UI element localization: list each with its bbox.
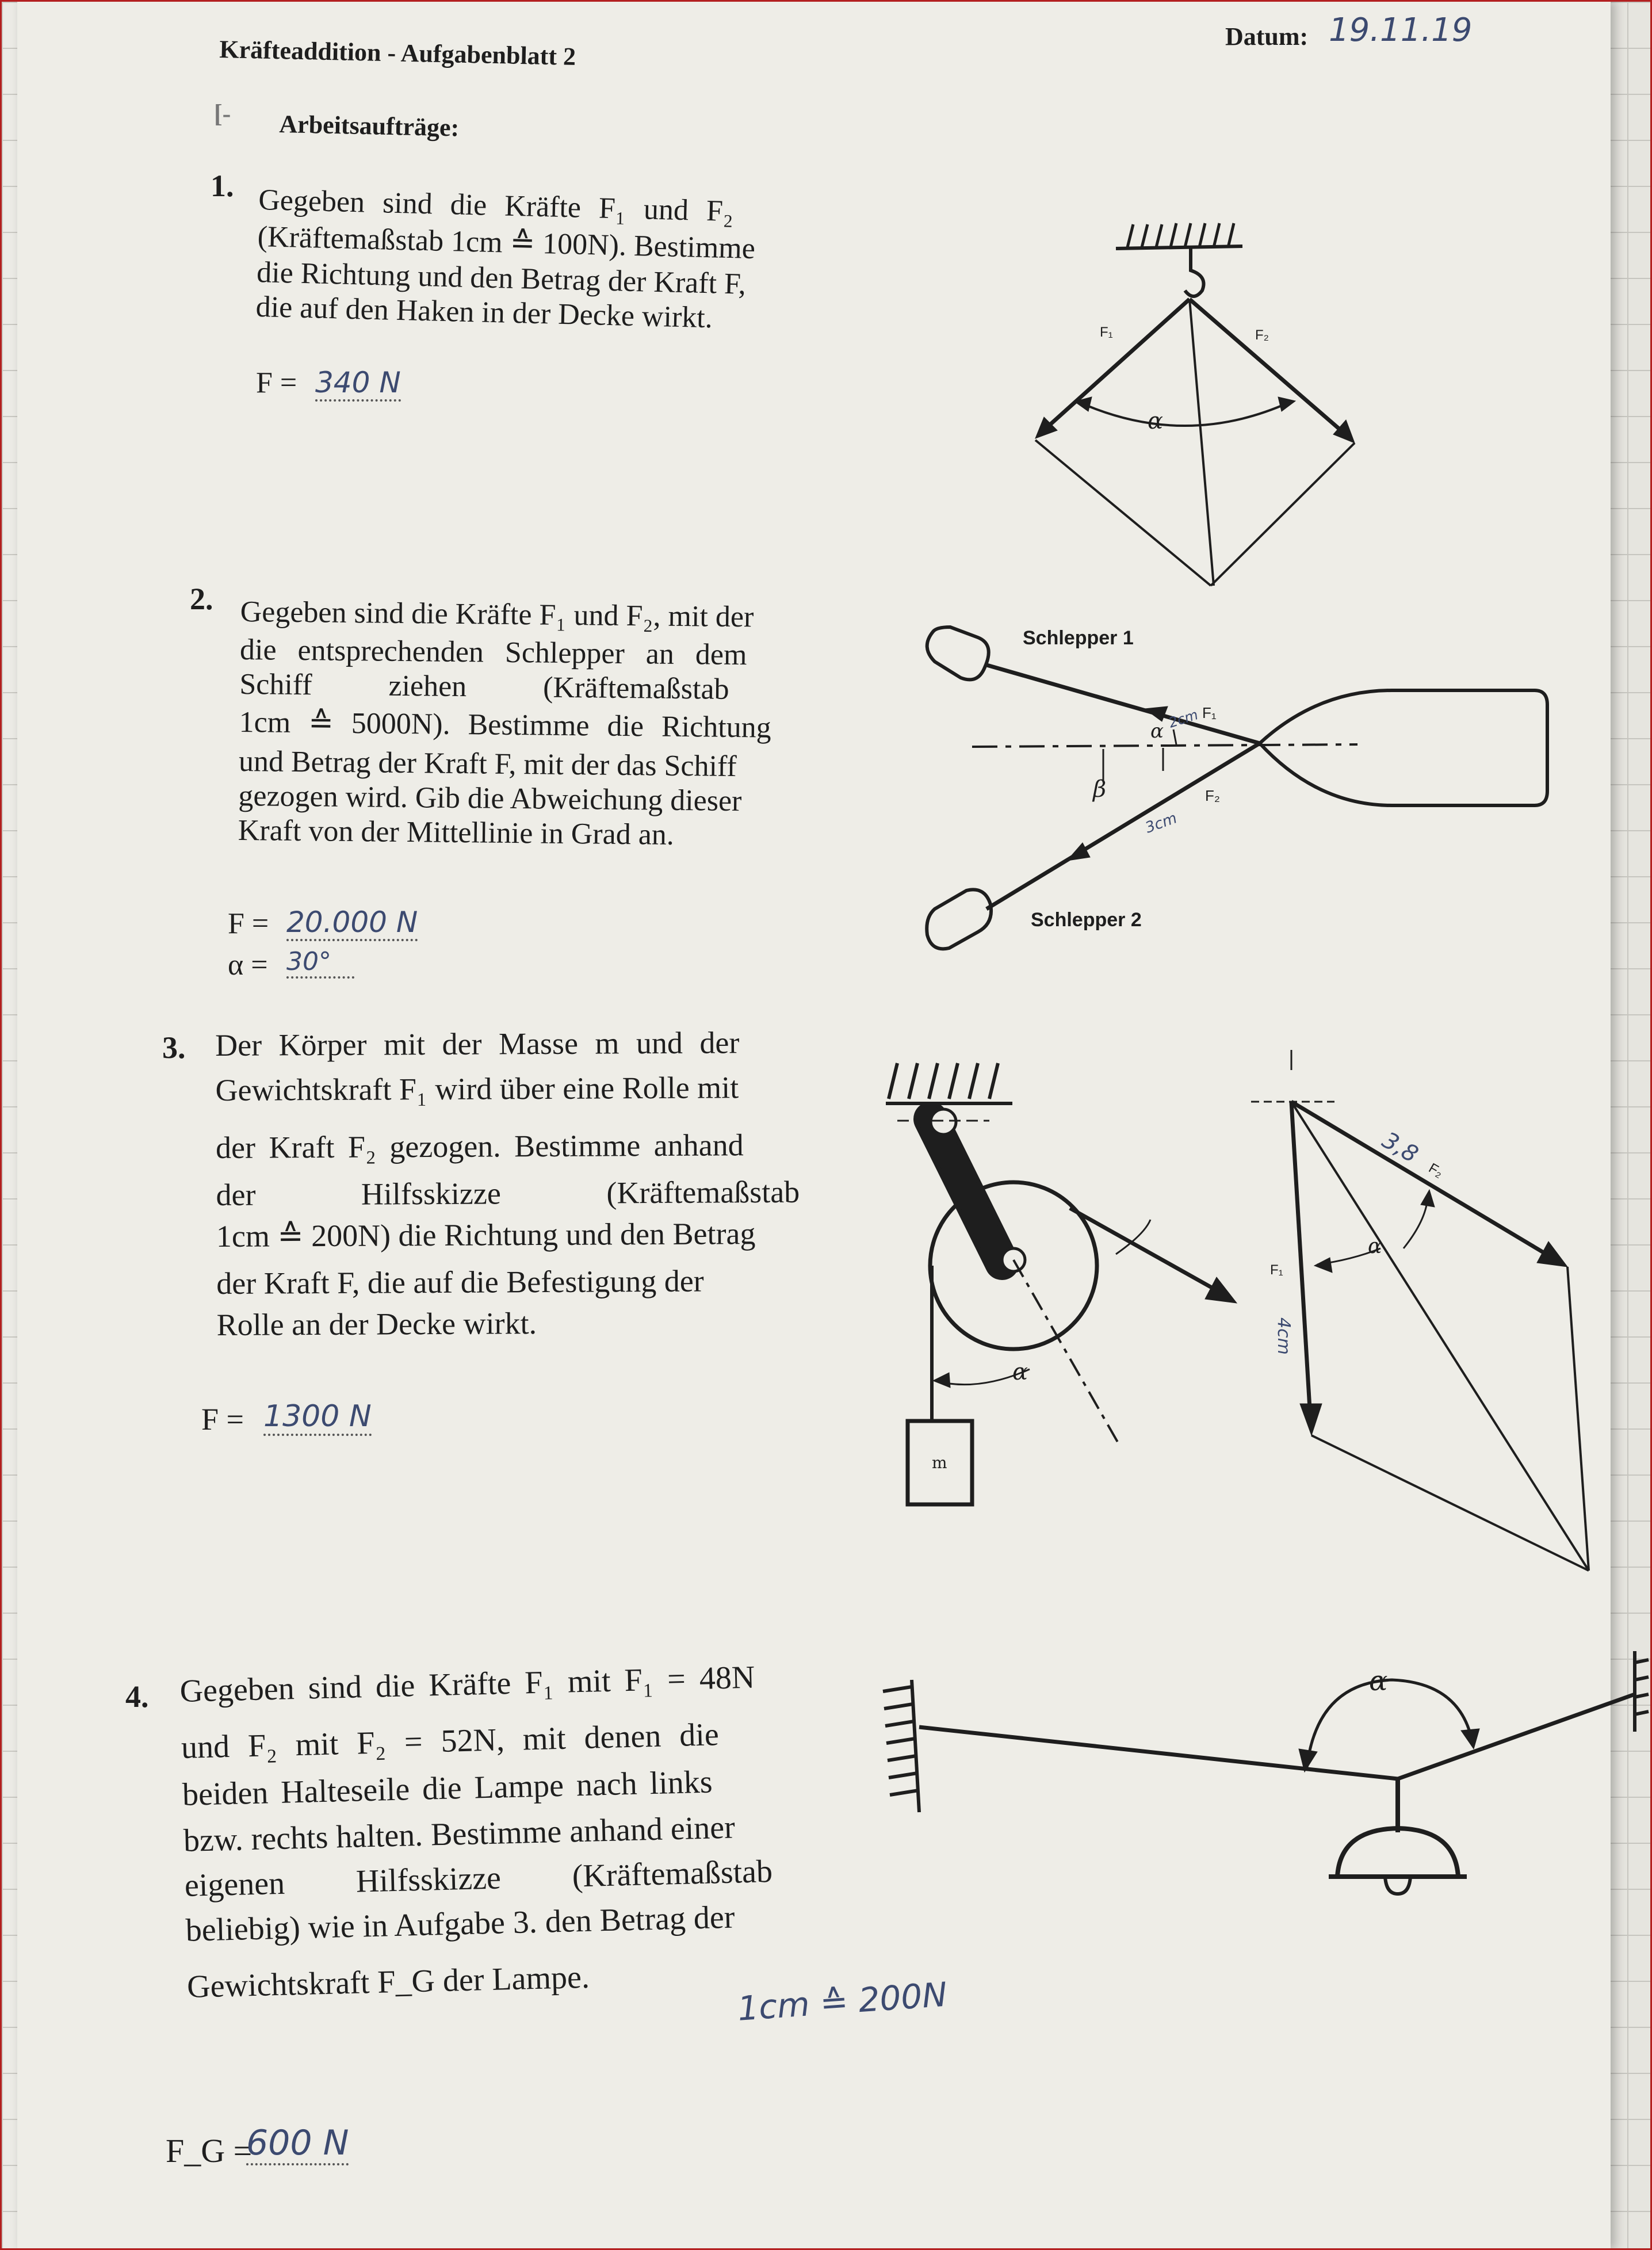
task3-line: der Hilfsskizze (Kräftemaßstab bbox=[216, 1174, 800, 1212]
task4-line: beliebig) wie in Aufgabe 3. den Betrag der bbox=[185, 1899, 736, 1949]
task1-f1-label: F₁ bbox=[1100, 324, 1113, 340]
task4-line: Gegeben sind die Kräfte F₁ mit F₁ = 48N bbox=[179, 1659, 755, 1709]
section-heading: Arbeitsaufträge: bbox=[278, 109, 460, 142]
datum-label: Datum: bbox=[1225, 22, 1309, 51]
task1-line: (Kräftemaßstab 1cm ≙ 100N). Bestimme bbox=[257, 220, 756, 266]
task1-line: die Richtung und den Betrag der Kraft F, bbox=[256, 255, 747, 301]
task4-line: beiden Halteseile die Lampe nach links bbox=[182, 1764, 713, 1813]
tug-2-label: Schlepper 2 bbox=[1031, 909, 1142, 931]
task2-line: Kraft von der Mittellinie in Grad an. bbox=[238, 813, 675, 851]
task2-answer-f-label: F = bbox=[228, 907, 269, 940]
task3-line: der Kraft F, die auf die Befestigung der bbox=[216, 1263, 704, 1301]
task3-line: Der Körper mit der Masse m und der bbox=[215, 1025, 740, 1063]
task4-scale-note: 1cm ≙ 200N bbox=[736, 1974, 949, 2029]
task3-vec-f2-label: F₂ bbox=[1426, 1160, 1446, 1181]
task1-answer-value[interactable]: 340 N bbox=[315, 366, 401, 402]
section-prefix: [- bbox=[214, 100, 231, 128]
task3-number: 3. bbox=[162, 1030, 186, 1065]
task1-f2-label: F₂ bbox=[1255, 327, 1269, 343]
task2-beta-label: β bbox=[1093, 776, 1107, 803]
task2-f1-label: F₁ bbox=[1202, 704, 1217, 721]
task1-alpha-label: α bbox=[1148, 408, 1164, 434]
task1-line: Gegeben sind die Kräfte F₁ und F₂ bbox=[258, 184, 734, 228]
task2-line: Gegeben sind die Kräfte F₁ und F₂, mit der bbox=[240, 595, 754, 634]
datum-value: 19.11.19 bbox=[1329, 12, 1473, 49]
task2-line: gezogen wird. Gib die Abweichung dieser bbox=[238, 779, 742, 818]
task2-line: die entsprechenden Schlepper an dem bbox=[239, 633, 747, 672]
task2-number: 2. bbox=[190, 582, 213, 616]
task4-answer-value[interactable]: 600 N bbox=[246, 2123, 349, 2165]
task3-answer-label: F = bbox=[201, 1402, 244, 1437]
task3-mass-label: m bbox=[932, 1453, 947, 1472]
task2-alpha-label: α bbox=[1150, 720, 1164, 743]
task1-line: die auf den Haken in der Decke wirkt. bbox=[255, 290, 713, 335]
task4-alpha-label: α bbox=[1369, 1665, 1388, 1697]
task3-line: der Kraft F₂ gezogen. Bestimme anhand bbox=[215, 1128, 744, 1165]
task3-alpha-label: α bbox=[1012, 1359, 1028, 1385]
task2-length-1: 2cm bbox=[1167, 706, 1200, 731]
tug-1-label: Schlepper 1 bbox=[1023, 627, 1134, 649]
task3-vec-f1-label: F₁ bbox=[1270, 1262, 1283, 1278]
task3-line: Gewichtskraft F₁ wird über eine Rolle mit bbox=[215, 1070, 739, 1107]
task3-vec-length-1: 4cm bbox=[1274, 1317, 1294, 1355]
task1-answer-label: F = bbox=[256, 366, 297, 399]
task2-answer-alpha-value[interactable]: 30° bbox=[286, 947, 354, 979]
task2-line: 1cm ≙ 5000N). Bestimme die Richtung bbox=[239, 705, 772, 744]
task3-vec-alpha-label: α bbox=[1368, 1235, 1382, 1258]
task2-answer-alpha-label: α = bbox=[228, 949, 268, 981]
task3-line: Rolle an der Decke wirkt. bbox=[216, 1306, 537, 1342]
task2-line: und Betrag der Kraft F, mit der das Schiff bbox=[238, 744, 737, 784]
task4-line: eigenen Hilfsskizze (Kräftemaßstab bbox=[184, 1853, 773, 1904]
task3-answer-value[interactable]: 1300 N bbox=[263, 1399, 372, 1436]
task4-line: bzw. rechts halten. Bestimme anhand einer bbox=[183, 1809, 736, 1859]
task3-line: 1cm ≙ 200N) die Richtung und den Betrag bbox=[216, 1216, 756, 1254]
task4-number: 4. bbox=[125, 1679, 149, 1714]
task4-line: und F₂ mit F₂ = 52N, mit denen die bbox=[181, 1717, 720, 1766]
task2-length-2: 3cm bbox=[1143, 809, 1180, 837]
page-title: Kräfteaddition - Aufgabenblatt 2 bbox=[219, 35, 576, 71]
task2-answer-f-value[interactable]: 20.000 N bbox=[286, 906, 418, 941]
task4-line: Gewichtskraft F_G der Lampe. bbox=[186, 1959, 590, 2005]
task2-f2-label: F₂ bbox=[1205, 787, 1220, 804]
task1-number: 1. bbox=[211, 169, 234, 203]
task3-vec-length-2: 3,8 bbox=[1378, 1126, 1423, 1168]
task4-answer-label: F_G = bbox=[166, 2132, 253, 2169]
task2-line: Schiff ziehen (Kräftemaßstab bbox=[239, 667, 729, 706]
